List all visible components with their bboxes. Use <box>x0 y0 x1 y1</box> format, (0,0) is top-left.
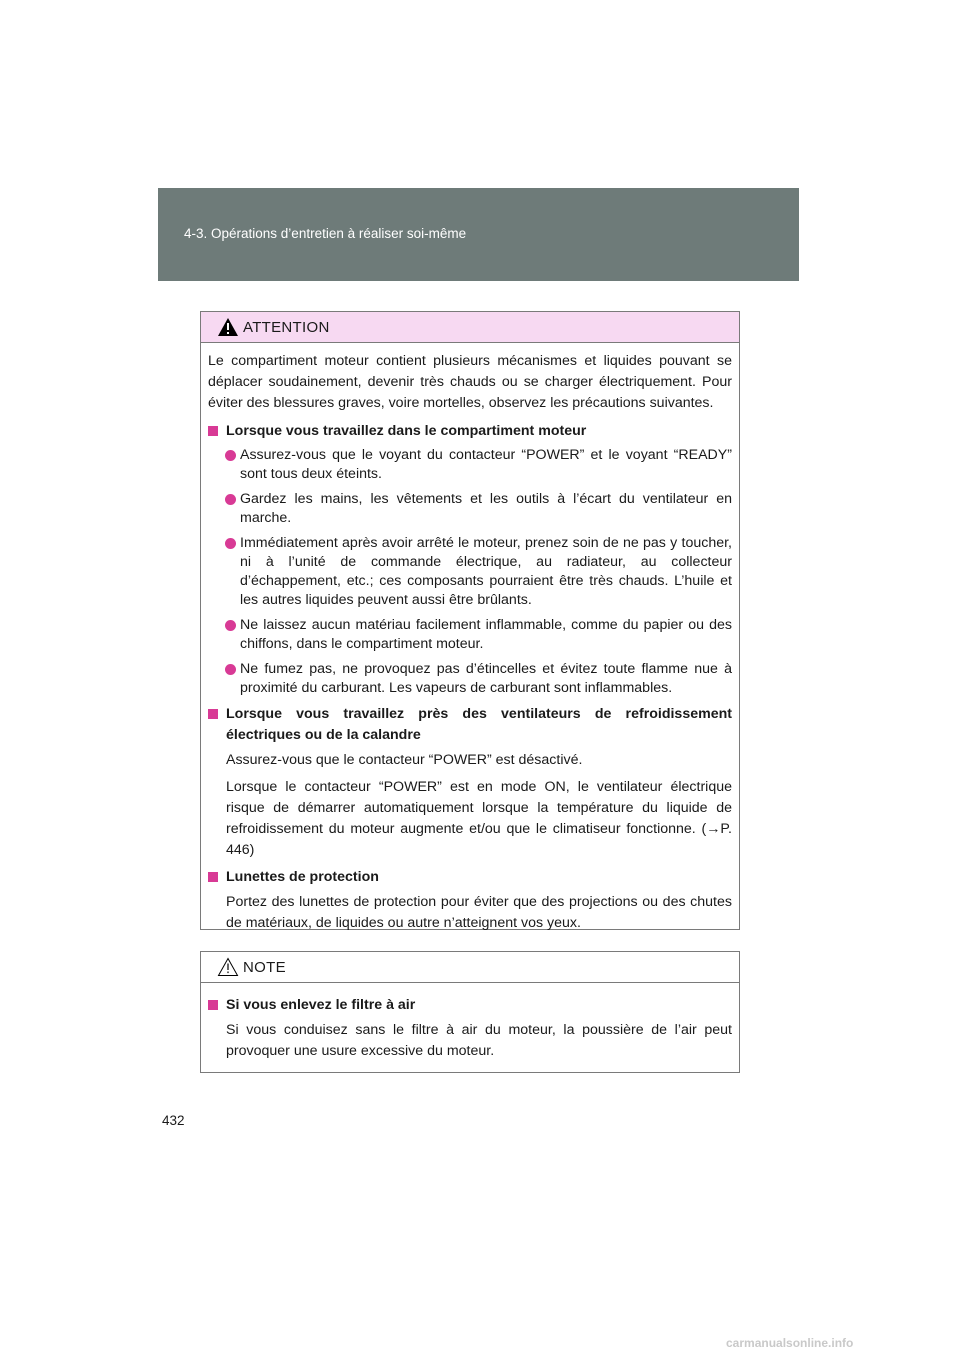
circle-bullet-icon <box>225 450 236 461</box>
circle-bullet-icon <box>225 664 236 675</box>
square-bullet-icon <box>208 709 218 719</box>
note-text: Si vous conduisez sans le filtre à air du moteur, la poussière de l’air peut provoquer une usure excessive du moteur. <box>226 1022 732 1059</box>
note-header <box>201 952 739 983</box>
bullet-item: Gardez les mains, les vêtements et les outils à l’écart du ventilateur en marche. <box>208 490 732 528</box>
section-text: Portez des lunettes de protection pour éviter que des projections ou des chutes de matériaux, de liquides ou autre n’atteignent vos yeux. <box>226 894 732 931</box>
section-heading: Lunettes de protection <box>208 867 732 888</box>
circle-bullet-icon <box>225 620 236 631</box>
header-band <box>158 188 799 281</box>
warning-icon <box>217 317 239 337</box>
section-heading: Lorsque vous travaillez dans le compartiment moteur <box>208 421 732 442</box>
page-number: 432 <box>162 1113 185 1128</box>
note-box <box>200 951 740 1073</box>
note-title: NOTE <box>243 959 286 976</box>
circle-bullet-icon <box>225 494 236 505</box>
note-heading: Si vous enlevez le filtre à air <box>208 995 732 1016</box>
attention-body <box>201 343 739 934</box>
attention-header <box>201 312 739 343</box>
attention-box <box>200 311 740 930</box>
square-bullet-icon <box>208 872 218 882</box>
bullet-item: Assurez-vous que le voyant du contacteur “POWER” et le voyant “READY” sont tous deux éteints. <box>208 446 732 484</box>
attention-intro: Le compartiment moteur contient plusieurs mécanismes et liquides pouvant se déplacer soudainement, devenir très chauds ou se charger électriquement. Pour éviter des blessures graves, voire mortelles, observez les précautions suivantes. <box>208 353 732 411</box>
bullet-item: Immédiatement après avoir arrêté le moteur, prenez soin de ne pas y toucher, ni à l’unité de commande électrique, au radiateur, au collecteur d’échappement, etc.; ces composants pourraient être très chauds. L’huile et les autres liquides peuvent aussi être brûlants. <box>208 534 732 610</box>
attention-title: ATTENTION <box>243 319 330 336</box>
section-heading: Lorsque vous travaillez près des ventilateurs de refroidissement électriques ou de la calandre <box>208 704 732 746</box>
square-bullet-icon <box>208 426 218 436</box>
section-text: Assurez-vous que le contacteur “POWER” est désactivé. <box>226 752 583 768</box>
circle-bullet-icon <box>225 538 236 549</box>
note-body <box>201 983 739 1062</box>
section-text: Lorsque le contacteur “POWER” est en mode ON, le ventilateur électrique risque de démarrer automatiquement lorsque la température du liquide de refroidissement du moteur augmente et/ou que le climatiseur fonctionne. (→P. 446) <box>226 779 732 858</box>
bullet-item: Ne fumez pas, ne provoquez pas d’étincelles et évitez toute flamme nue à proximité du carburant. Les vapeurs de carburant sont inflammables. <box>208 660 732 698</box>
section-title: 4-3. Opérations d’entretien à réaliser soi-même <box>184 226 467 241</box>
watermark: carmanualsonline.info <box>726 1336 854 1350</box>
square-bullet-icon <box>208 1000 218 1010</box>
caution-outline-icon <box>217 957 239 977</box>
bullet-item: Ne laissez aucun matériau facilement inflammable, comme du papier ou des chiffons, dans le compartiment moteur. <box>208 616 732 654</box>
